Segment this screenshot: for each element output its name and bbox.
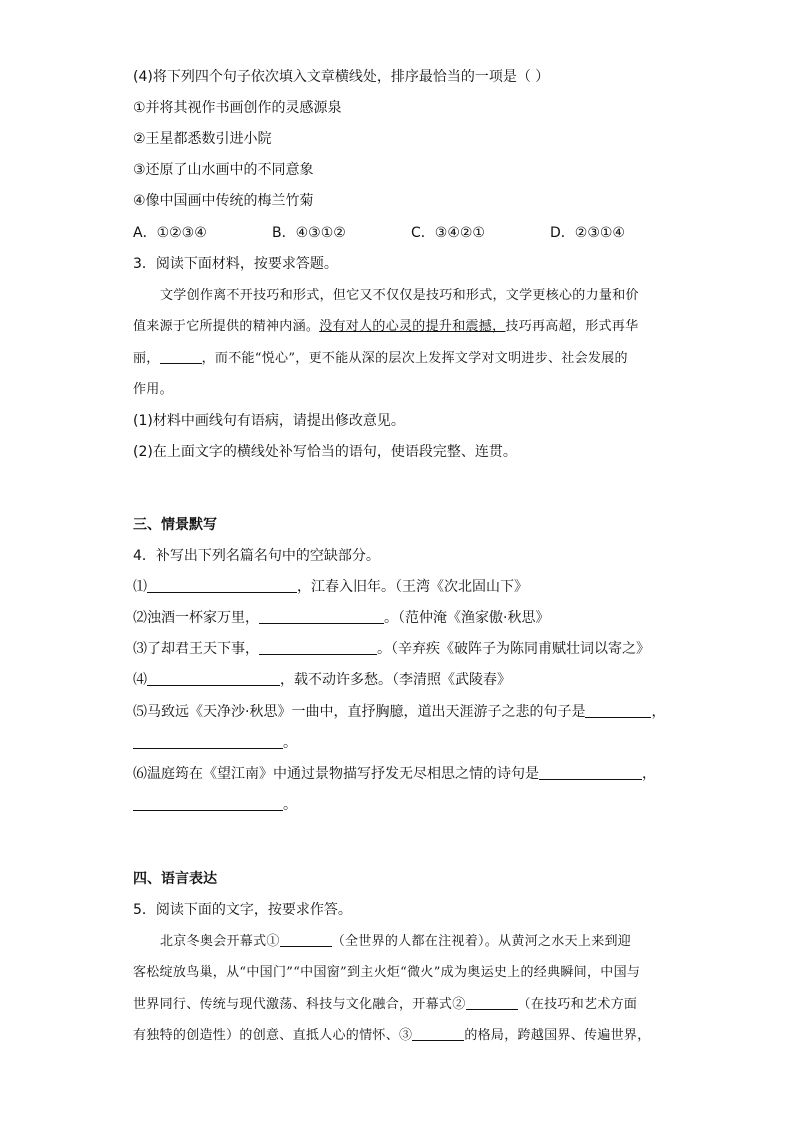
- fill-blank[interactable]: [133, 734, 283, 749]
- sentence-option-1: ①并将其视作书画创作的灵感源泉: [133, 100, 342, 116]
- underlined-sentence: 没有对人的心灵的提升和震撼，: [319, 319, 506, 334]
- fill-blank[interactable]: [147, 578, 297, 593]
- fill-blank[interactable]: [539, 765, 642, 780]
- question-3-title: 3．阅读下面材料，按要求答题。: [133, 256, 338, 272]
- passage-text: （在技巧和艺术方面: [517, 997, 638, 1012]
- item-text: ，载不动许多愁。（李清照《武陵春》: [280, 672, 511, 688]
- answer-option-c: C．③④②①: [411, 225, 485, 241]
- answer-options: [133, 223, 625, 243]
- recitation-item-2: [133, 608, 549, 628]
- item-text: 。（范仲淹《渔家傲·秋思》: [384, 610, 550, 626]
- section-heading: 四、语言表达: [133, 871, 217, 887]
- sub-question-1: (1)材料中画线句有语病，请提出修改意见。: [133, 413, 405, 429]
- item-text: ⑶了却君王天下事，: [133, 641, 259, 657]
- passage-line: [133, 317, 638, 337]
- passage-line: [133, 995, 637, 1015]
- sub-question-2: (2)在上面文字的横线处补写恰当的语句，使语段完整、连贯。: [133, 444, 517, 460]
- fill-blank[interactable]: [259, 640, 377, 655]
- passage-line: 文学创作离不开技巧和形式，但它又不仅仅是技巧和形式，文学更核心的力量和价: [160, 288, 639, 303]
- section-heading: 三、情景默写: [133, 517, 217, 533]
- fill-blank[interactable]: [259, 609, 384, 624]
- fill-blank[interactable]: [280, 932, 332, 947]
- recitation-item-1: [133, 577, 528, 597]
- passage-line: [160, 932, 631, 952]
- item-text: ⑵浊酒一杯家万里，: [133, 610, 259, 626]
- fill-blank[interactable]: [147, 671, 280, 686]
- item-number: ⑷: [133, 672, 147, 688]
- recitation-item-6: [133, 764, 656, 784]
- sentence-option-2: ②王星都悉数引进小院: [133, 131, 272, 147]
- item-text: 。（辛弃疾《破阵子为陈同甫赋壮词以寄之》: [377, 641, 650, 657]
- passage-text: （全世界的人都在注视着）。从黄河之水天上来到迎: [331, 934, 632, 949]
- passage-line: 作用。: [133, 382, 173, 397]
- answer-option-b: B．④③①②: [272, 225, 346, 241]
- question-4-title: 4．补写出下列名篇名句中的空缺部分。: [133, 548, 380, 564]
- recitation-item-6-cont: [133, 795, 297, 815]
- item-text: ⑹温庭筠在《望江南》中通过景物描写抒发无尽相思之情的诗句是: [133, 766, 539, 782]
- item-text: ，江春入旧年。（王湾《次北固山下》: [297, 579, 528, 595]
- question-5-title: 5．阅读下面的文字，按要求作答。: [133, 902, 352, 918]
- fill-blank[interactable]: [585, 703, 651, 718]
- passage-text: ，而不能“悦心”，更不能从深的层次上发挥文学对文明进步、社会发展的: [201, 351, 628, 366]
- passage-text: 技巧再高超，形式再华: [505, 319, 639, 334]
- passage-text: 的格局，跨越国界、传遍世界，: [464, 1028, 651, 1043]
- fill-blank[interactable]: [466, 995, 518, 1010]
- recitation-item-3: [133, 639, 650, 659]
- fill-blank[interactable]: [412, 1026, 464, 1041]
- item-text: ，: [651, 704, 666, 720]
- passage-text: 北京冬奥会开幕式①: [160, 934, 280, 949]
- fill-blank[interactable]: [160, 349, 202, 364]
- passage-text: 值来源于它所提供的精神内涵。: [133, 319, 320, 334]
- passage-line: [133, 1026, 651, 1046]
- item-text: ，: [642, 766, 656, 782]
- item-text: 。: [283, 735, 297, 751]
- question-stem: (4)将下列四个句子依次填入文章横线处，排序最恰当的一项是（ ）: [133, 69, 550, 85]
- fill-blank[interactable]: [133, 796, 283, 811]
- passage-line: 客松绽放鸟巢，从“中国门”“中国窗”到主火炬“微火”成为奥运史上的经典瞬间，中国与: [133, 965, 641, 980]
- item-number: ⑴: [133, 579, 147, 595]
- passage-line: [133, 349, 628, 369]
- answer-option-d: D．②③①④: [550, 225, 625, 241]
- answer-option-a: A．①②③④: [133, 225, 207, 241]
- item-text: ⑸马致远《天净沙·秋思》一曲中，直抒胸臆，道出天涯游子之悲的句子是: [133, 704, 586, 720]
- passage-text: 世界同行、传统与现代激荡、科技与文化融合，开幕式②: [133, 997, 466, 1012]
- recitation-item-4: [133, 670, 511, 690]
- passage-text: 有独特的创造性）的创意、直抵人心的情怀、③: [133, 1028, 413, 1043]
- passage-text: 丽，: [133, 351, 160, 366]
- recitation-item-5-cont: [133, 733, 297, 753]
- sentence-option-3: ③还原了山水画中的不同意象: [133, 162, 314, 178]
- sentence-option-4: ④像中国画中传统的梅兰竹菊: [133, 193, 314, 209]
- recitation-item-5: [133, 702, 665, 722]
- item-text: 。: [283, 797, 297, 813]
